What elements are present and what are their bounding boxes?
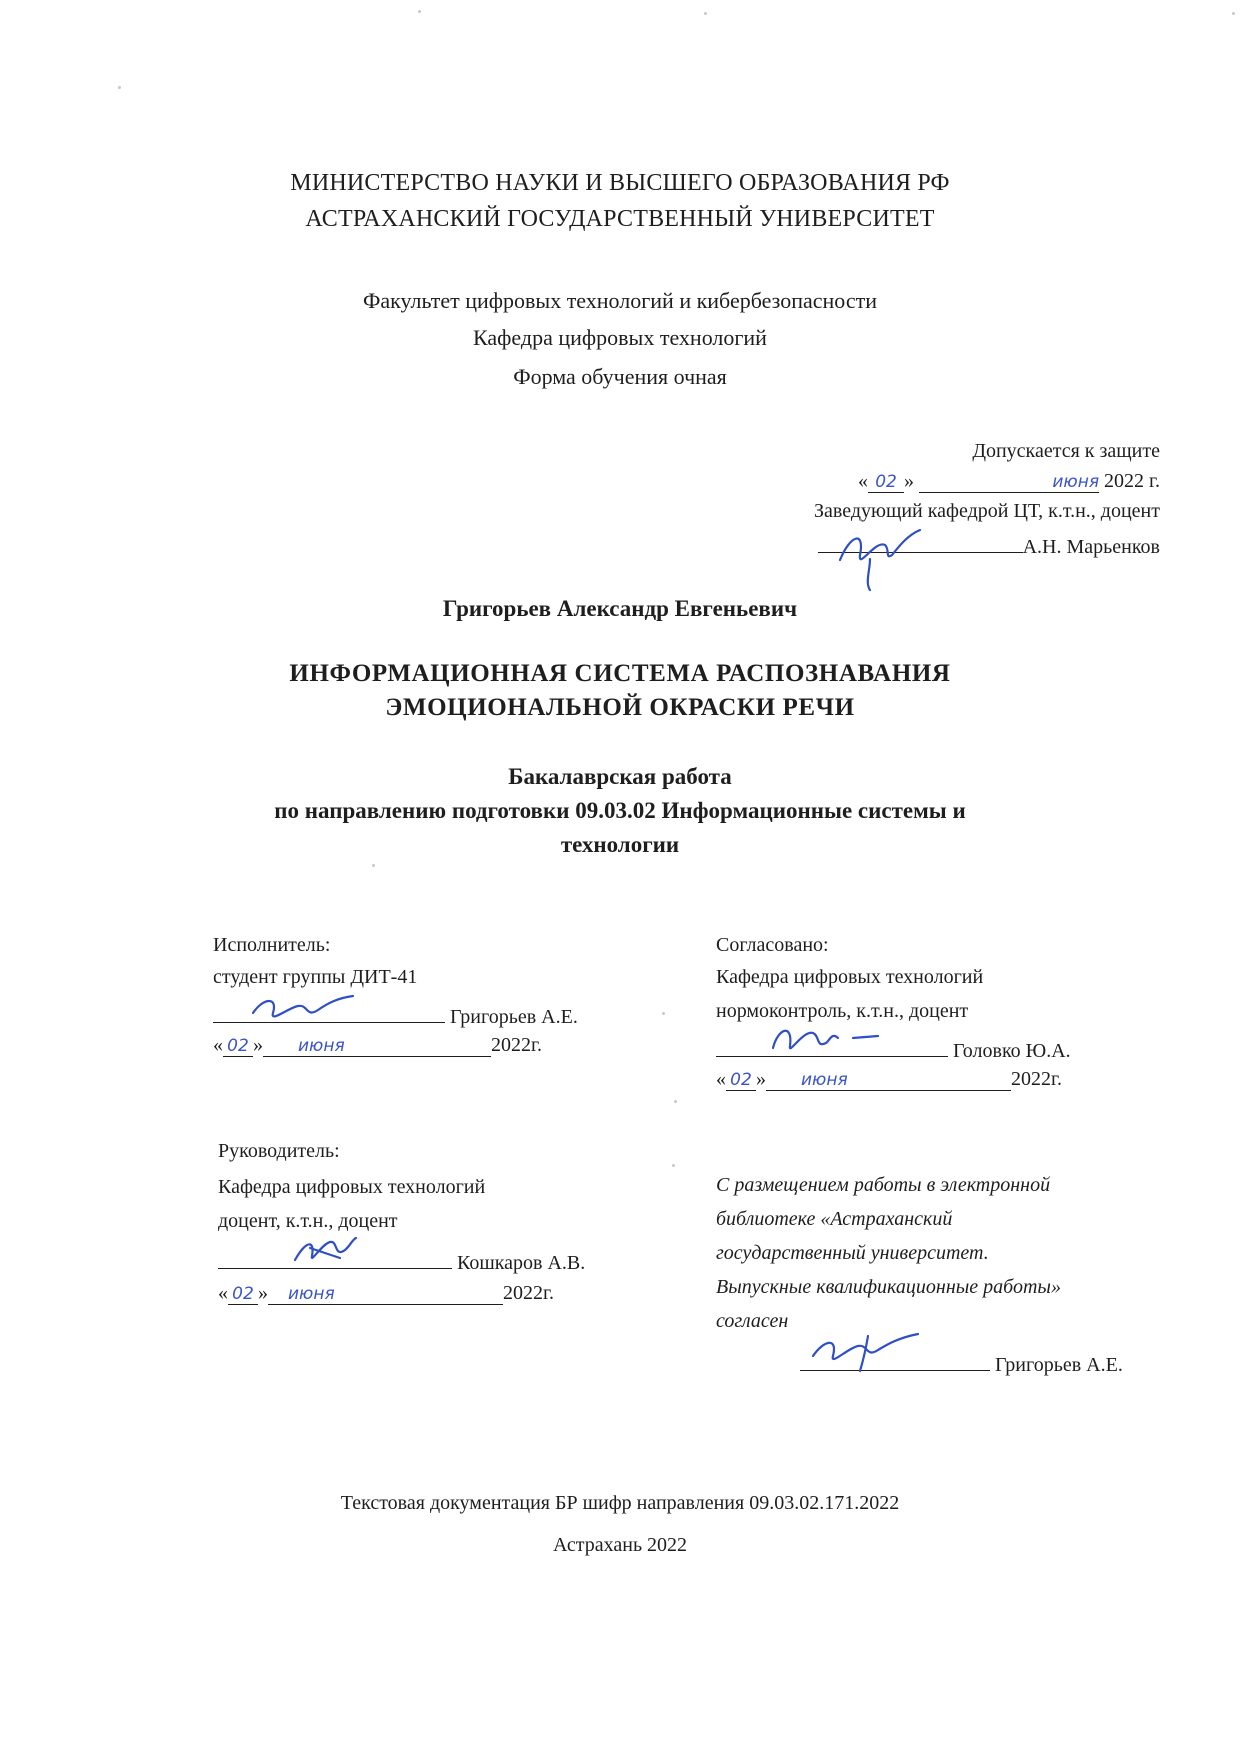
consent-line-1: С размещением работы в электронной	[716, 1174, 1051, 1196]
handwritten-day: 02	[232, 1284, 254, 1304]
executor-year: 2022г.	[491, 1034, 542, 1056]
month-field	[919, 470, 1099, 493]
month-field	[766, 1068, 1011, 1091]
day-field	[223, 1034, 253, 1057]
author-name: Григорьев Александр Евгеньевич	[442, 596, 798, 621]
executor-date: « 02 » июня 2022г.	[213, 1034, 542, 1056]
consent-signature	[808, 1326, 928, 1376]
consent-line-5: согласен	[716, 1310, 789, 1332]
supervisor-signature-line	[218, 1246, 585, 1275]
thesis-title-line-1: ИНФОРМАЦИОННАЯ СИСТЕМА РАСПОЗНАВАНИЯ	[289, 660, 951, 687]
handwritten-month: июня	[288, 1284, 335, 1304]
supervisor-name: Кошкаров А.В.	[457, 1252, 586, 1274]
study-form-line: Форма обучения очная	[513, 364, 727, 389]
head-title: Заведующий кафедрой ЦТ, к.т.н., доцент	[813, 500, 1160, 522]
head-name: А.Н. Марьенков	[1022, 536, 1160, 558]
supervisor-department: Кафедра цифровых технологий	[218, 1176, 486, 1198]
direction-line-2: технологии	[560, 832, 680, 857]
consent-line-4: Выпускные квалификационные работы»	[716, 1276, 1061, 1298]
approval-date	[858, 470, 1160, 493]
agreed-department: Кафедра цифровых технологий	[716, 966, 984, 988]
ministry-line: МИНИСТЕРСТВО НАУКИ И ВЫСШЕГО ОБРАЗОВАНИЯ РФ	[290, 170, 950, 196]
handwritten-month: июня	[298, 1036, 345, 1056]
city-year-line: Астрахань 2022	[552, 1534, 688, 1556]
executor-label: Исполнитель:	[213, 934, 331, 956]
head-signature	[830, 515, 930, 595]
admitted-label: Допускается к защите	[972, 440, 1160, 462]
thesis-title-line-2: ЭМОЦИОНАЛЬНОЙ ОКРАСКИ РЕЧИ	[385, 694, 855, 721]
agreed-signature	[768, 1018, 888, 1058]
consent-line-3: государственный университет.	[716, 1242, 989, 1264]
supervisor-date: « 02 » июня 2022г.	[218, 1282, 554, 1304]
month-field	[268, 1282, 503, 1305]
handwritten-day: 02	[730, 1070, 752, 1090]
handwritten-month: июня	[801, 1070, 848, 1090]
day-field	[228, 1282, 258, 1305]
agreed-label: Согласовано:	[716, 934, 829, 956]
supervisor-year: 2022г.	[503, 1282, 554, 1304]
work-type: Бакалаврская работа	[508, 764, 732, 789]
agreed-year: 2022г.	[1011, 1068, 1062, 1090]
supervisor-signature	[290, 1230, 360, 1270]
agreed-date: « 02 » июня 2022г.	[716, 1068, 1062, 1090]
day-field	[868, 470, 904, 493]
university-line: АСТРАХАНСКИЙ ГОСУДАРСТВЕННЫЙ УНИВЕРСИТЕТ	[305, 206, 935, 232]
handwritten-month: июня	[1052, 472, 1100, 492]
agreed-name: Головко Ю.А.	[953, 1040, 1071, 1062]
executor-name: Григорьев А.Е.	[450, 1006, 578, 1028]
doc-code-line: Текстовая документация БР шифр направления 09.03.02.171.2022	[340, 1492, 900, 1514]
agreed-role: нормоконтроль, к.т.н., доцент	[716, 1000, 969, 1022]
handwritten-day: 02	[875, 472, 897, 492]
direction-line-1: по направлению подготовки 09.03.02 Информационные системы и	[274, 798, 966, 823]
approval-year: 2022 г.	[1104, 470, 1160, 492]
consent-name: Григорьев А.Е.	[995, 1354, 1123, 1376]
handwritten-day: 02	[227, 1036, 249, 1056]
quote-open: «	[858, 470, 869, 492]
day-field	[726, 1068, 756, 1091]
faculty-line: Факультет цифровых технологий и кибербезопасности	[363, 288, 877, 313]
executor-signature	[248, 988, 358, 1028]
quote-close: »	[904, 470, 915, 492]
month-field	[263, 1034, 491, 1057]
supervisor-role: доцент, к.т.н., доцент	[218, 1210, 398, 1232]
supervisor-label: Руководитель:	[218, 1140, 340, 1162]
consent-line-2: библиотеке «Астраханский	[716, 1208, 953, 1230]
department-line: Кафедра цифровых технологий	[473, 325, 767, 350]
executor-group: студент группы ДИТ-41	[213, 966, 418, 988]
